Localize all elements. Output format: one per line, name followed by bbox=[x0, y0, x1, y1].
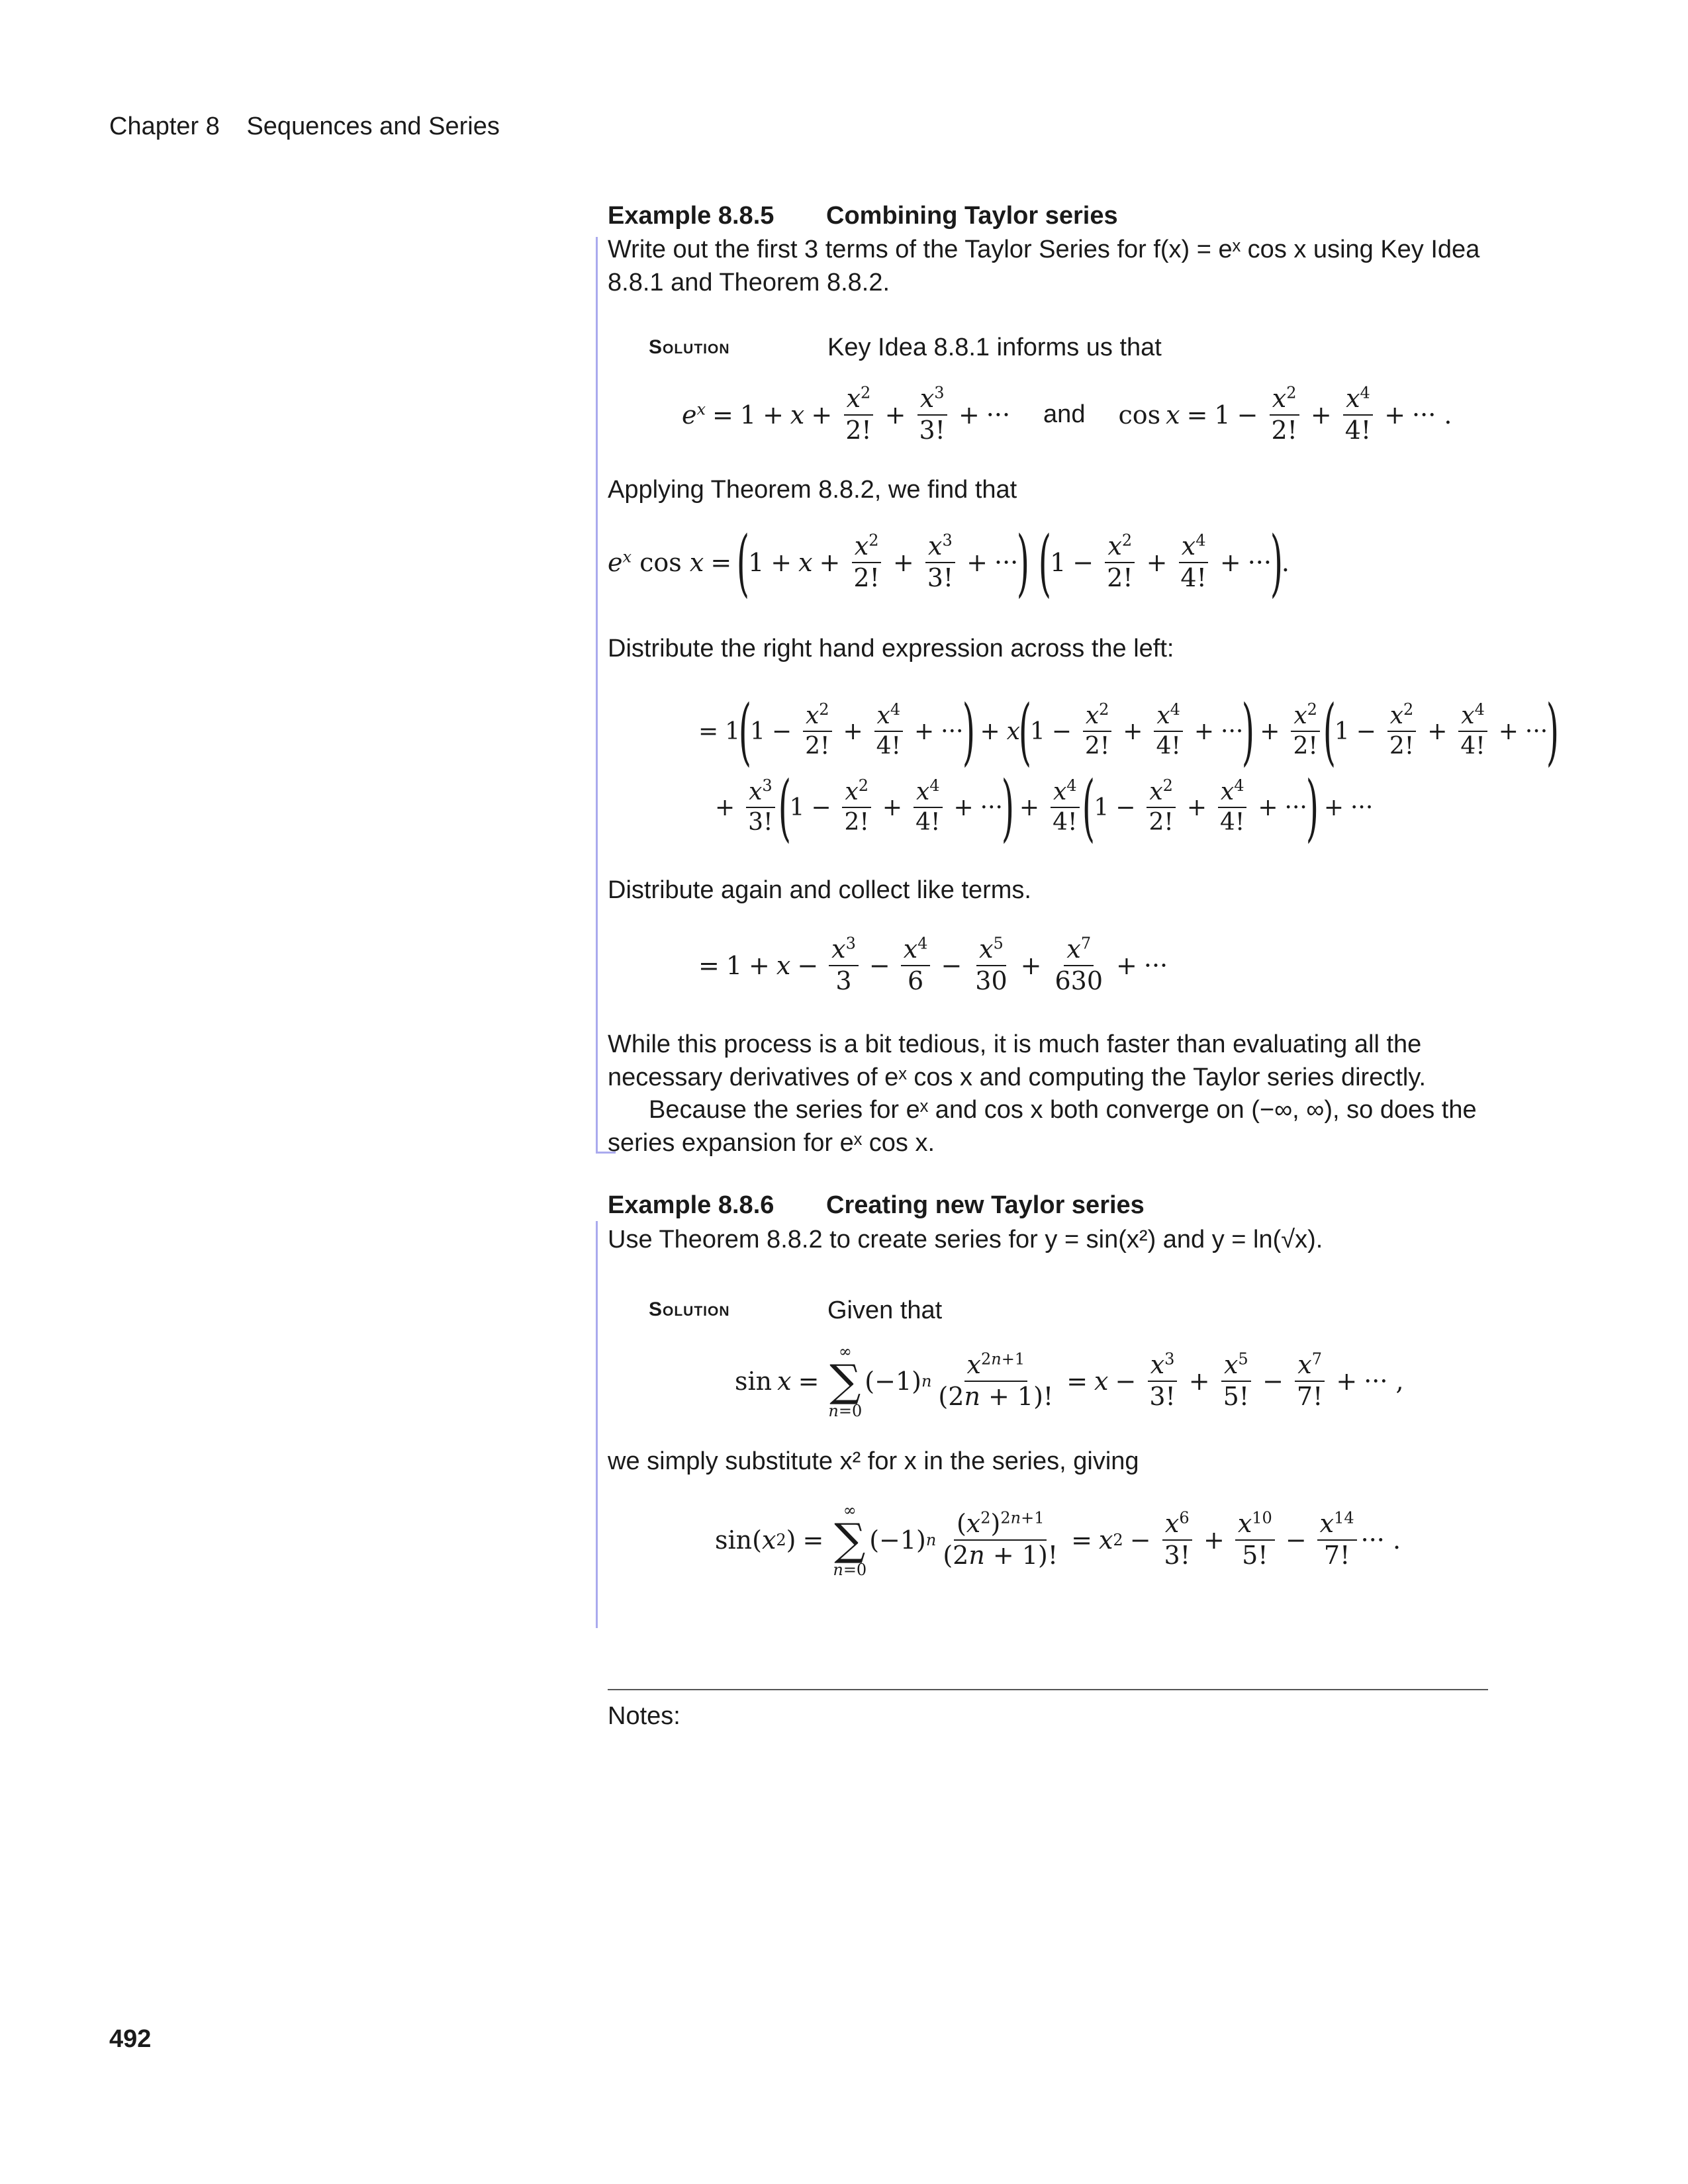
conclusion-paragraph-2: Because the series for eˣ and cos x both converge on (−∞, ∞), so does the series expansion for eˣ cos x. bbox=[608, 1096, 1477, 1157]
example-title: Combining Taylor series bbox=[826, 202, 1118, 230]
example-margin-bar-2 bbox=[596, 1221, 598, 1628]
chapter-title: Sequences and Series bbox=[246, 113, 500, 140]
substitute-text: we simply substitute x² for x in the series, giving bbox=[608, 1447, 1139, 1475]
example-margin-bar bbox=[596, 237, 598, 1154]
page-number: 492 bbox=[109, 2025, 152, 2053]
conclusion-paragraph-1: While this process is a bit tedious, it is much faster than evaluating all the necessary derivatives of eˣ cos x and computing the Taylor series directly. bbox=[608, 1030, 1427, 1091]
notes-divider bbox=[608, 1689, 1488, 1690]
collected-result-equation: = 1 + x − $\frac{x^3}{3}$ − $\frac{x^4}{6}$ − $\frac{x^5}{30}$ + $\frac{x^7}{630}$ + ··· bbox=[698, 934, 1168, 995]
sin-x-squared-series-equation: sin( x 2 ) = ∞ ∑ n=0 (−1) n $\frac{(x^2)^{2n+1}}{(2n + 1)!}$ = x 2 − $\frac{x^6}{3!}$ + $\frac{x^{10}}{5!}$ − $\frac{x^{14}}{7!}$ ··· . bbox=[715, 1501, 1401, 1579]
distributed-line-1: = 1 ( 1 − $\frac{x^2}{2!}$ + $\frac{x^4}{4!}$ + ··· ) + x ( 1 − $\frac{x^2}{2!}$ + $\frac{x^4}{4!}$ + ··· ) + $\frac{x^2}{2!}$ ( 1 − $\frac{x^2}{2!}$ + $\frac{x^4}{4!}$ + ··· ) bbox=[698, 689, 1560, 774]
example-8-8-5-heading bbox=[608, 202, 1118, 230]
example-8-8-6-heading bbox=[608, 1191, 1145, 1220]
solution-intro: Given that bbox=[827, 1297, 943, 1324]
example-number: Example 8.8.5 bbox=[608, 202, 774, 230]
distributed-line-2: + $\frac{x^3}{3!}$ ( 1 − $\frac{x^2}{2!}$ + $\frac{x^4}{4!}$ + ··· ) + $\frac{x^4}{4!}$ ( 1 − $\frac{x^2}{2!}$ + $\frac{x^4}{4!}$ + ··· ) + ··· bbox=[715, 765, 1374, 850]
example-title: Creating new Taylor series bbox=[826, 1191, 1145, 1219]
notes-label: Notes: bbox=[608, 1702, 680, 1730]
sin-series-equation: sin x = ∞ ∑ n=0 (−1) n $\frac{x^{2n+1}}{(2n + 1)!}$ = x − $\frac{x^3}{3!}$ + $\frac{x^5}{5!}$ − $\frac{x^7}{7!}$ + ··· , bbox=[735, 1342, 1404, 1420]
running-header bbox=[109, 113, 500, 141]
applying-text: Applying Theorem 8.8.2, we find that bbox=[608, 476, 1017, 504]
solution-label: Solution bbox=[649, 1298, 730, 1320]
example-number: Example 8.8.6 bbox=[608, 1191, 774, 1219]
exp-and-cos-series-equation: $e^x$ = 1 + x + $\frac{x^2}{2!}$ + $\frac{x^3}{3!}$ + ··· and cos x = 1 − $\frac{x^2}{2!}$ + $\frac{x^4}{4!}$ + ··· . bbox=[682, 383, 1452, 445]
chapter-number: Chapter 8 bbox=[109, 113, 220, 140]
distribute-text: Distribute the right hand expression across the left: bbox=[608, 635, 1174, 662]
example-statement: Write out the first 3 terms of the Taylor Series for f(x) = eˣ cos x using Key Idea 8.8.1 and Theorem 8.8.2. bbox=[608, 236, 1480, 296]
solution-label: Solution bbox=[649, 336, 730, 358]
distribute-again-text: Distribute again and collect like terms. bbox=[608, 876, 1031, 904]
example-statement: Use Theorem 8.8.2 to create series for y = sin(x²) and y = ln(√x). bbox=[608, 1226, 1323, 1253]
and-word: and bbox=[1043, 400, 1086, 429]
product-equation: $e^x$ cos x = ( 1 + x + $\frac{x^2}{2!}$ + $\frac{x^3}{3!}$ + ··· ) ( 1 − $\frac{x^2}{2!}$ + $\frac{x^4}{4!}$ + ··· ) . bbox=[608, 520, 1289, 605]
solution-intro: Key Idea 8.8.1 informs us that bbox=[827, 334, 1162, 361]
